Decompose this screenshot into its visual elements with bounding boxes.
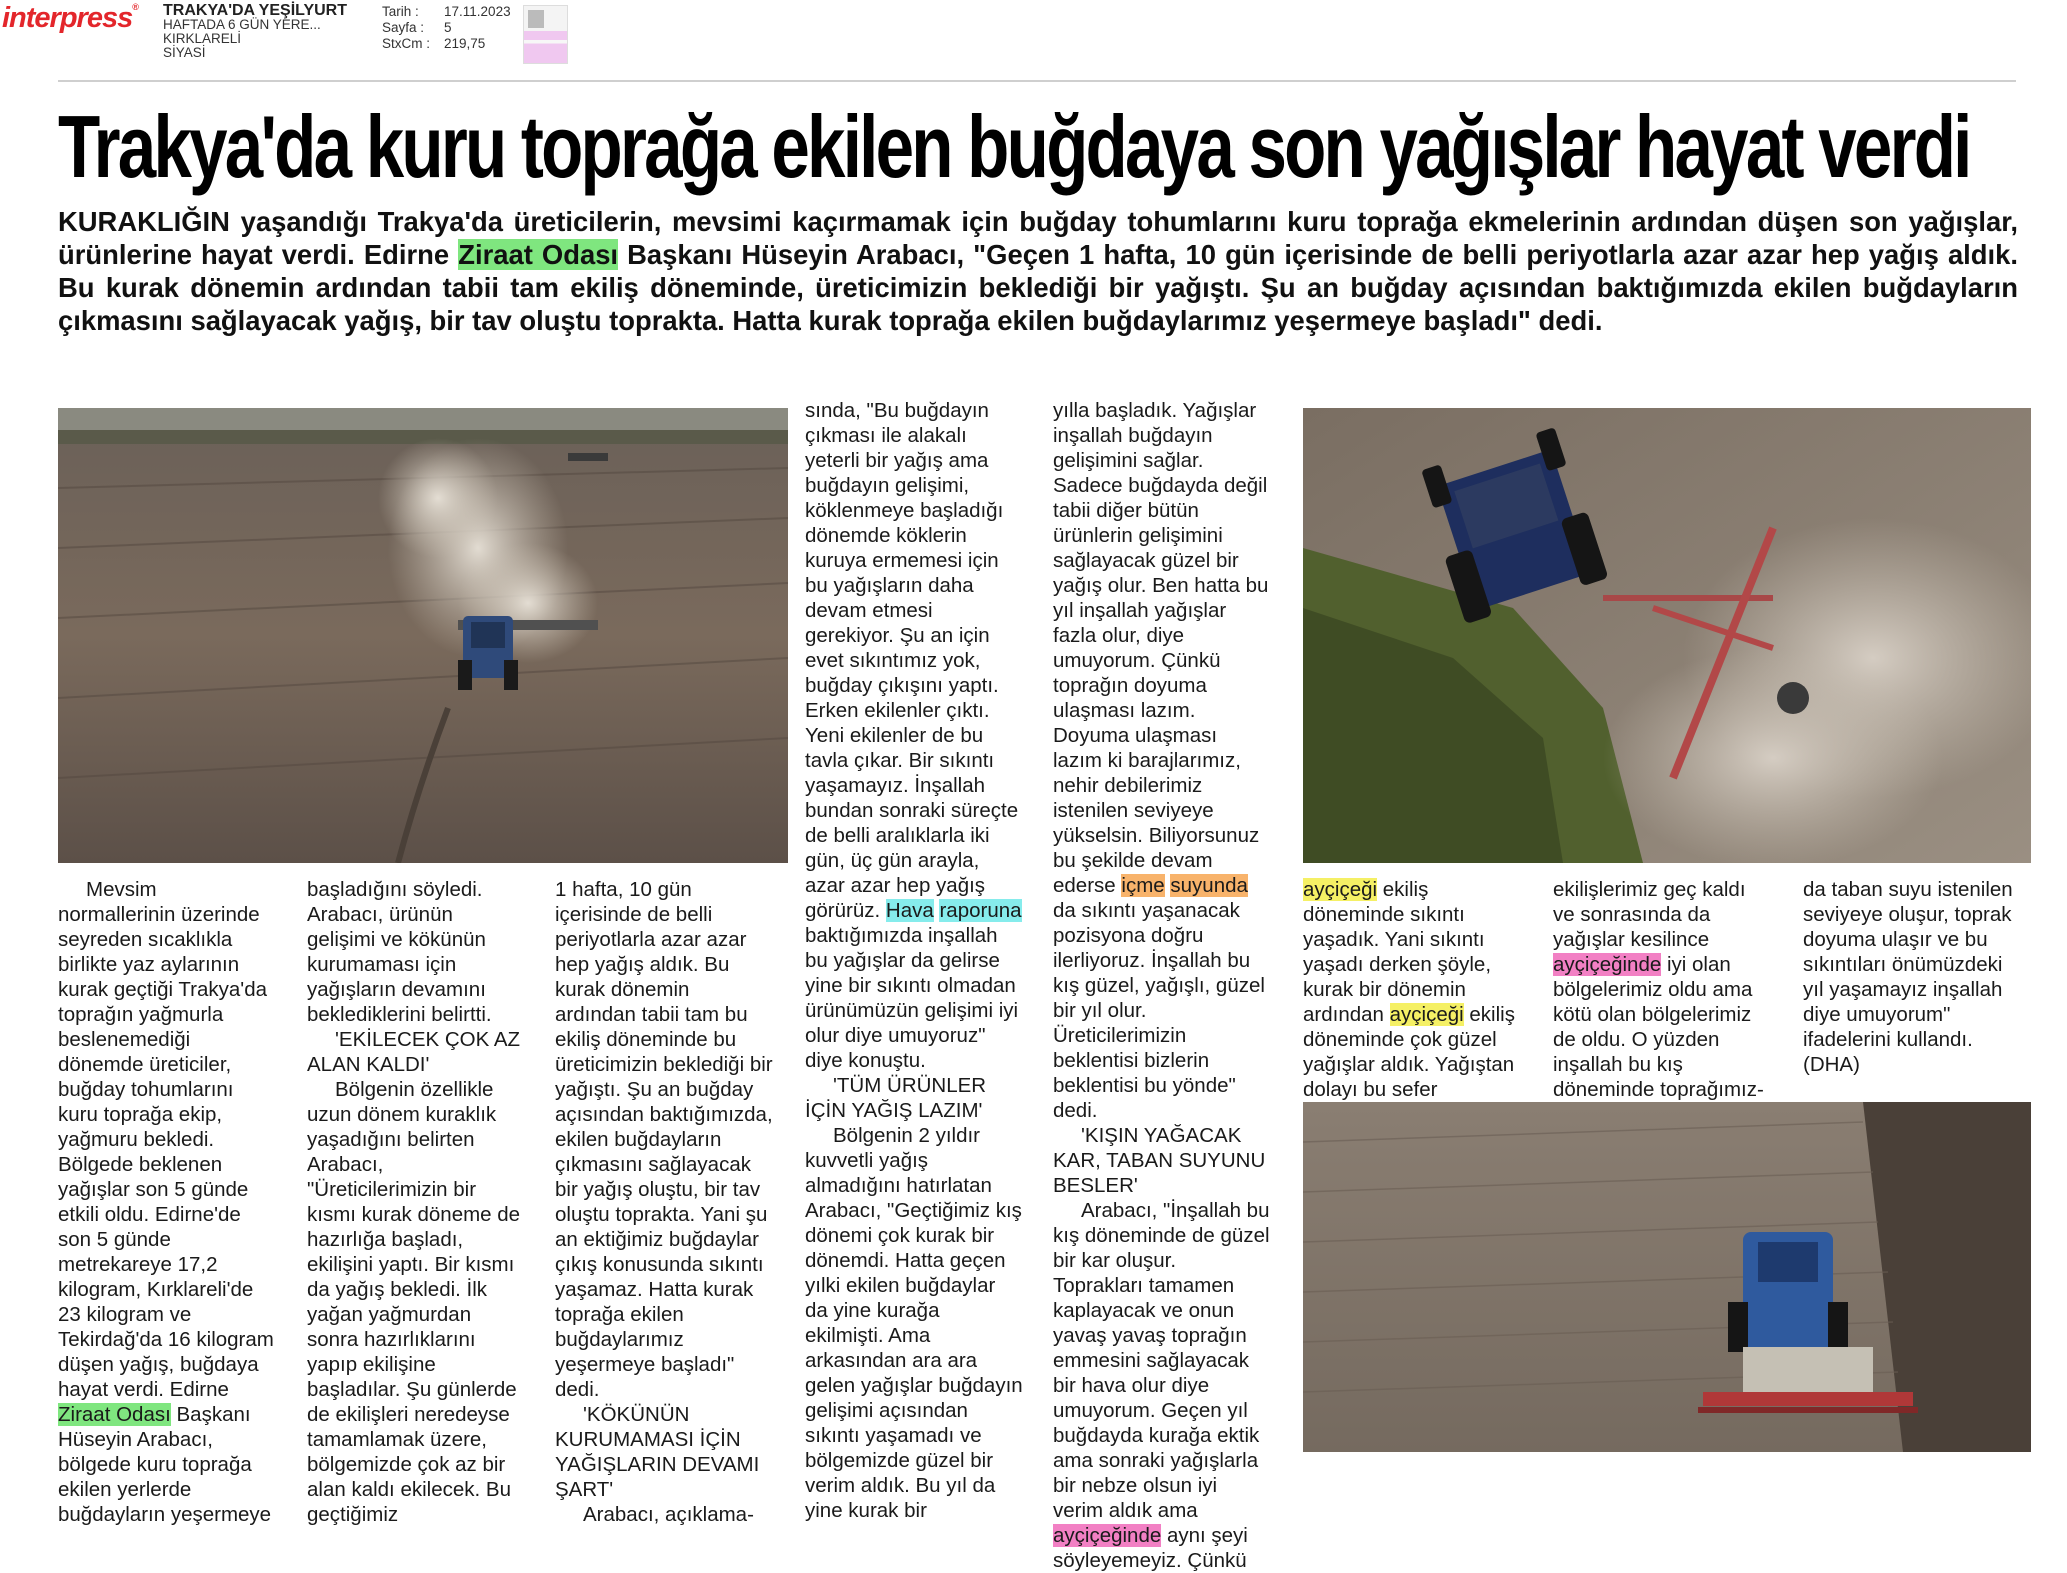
column-3-subheading: 'KÖKÜNÜN KURUMAMASI İÇİN YAĞIŞLARIN DEVAMI ŞART' bbox=[555, 1403, 760, 1501]
column-4-text-2: baktığımızda inşallah bu yağışlar da gelirse yine bir sıkıntı olmadan ürünümüzün gelişimi iyi olur diye umuyoruz" diye konuştu. bbox=[805, 924, 1019, 1072]
logo-text: interpress bbox=[2, 2, 133, 34]
stxcm-label: StxCm : bbox=[382, 36, 431, 51]
column-6-paragraph bbox=[1303, 877, 1521, 1102]
column-4-text: sında, "Bu buğdayın çıkması ile alakalı yeterli bir yağış ama buğdayın gelişimi, köklenmeye başladığı dönemde köklerin kuruya ermemesi için bu yağışların daha devam etmesi gerekiyor. Şu an için evet sıkıntımız yok, buğday çıkışını yaptı. Erken ekilenler çıktı. Yeni ekilenler de bu tavla çıkar. Bir sıkıntı yaşamayız. İnşallah bundan sonraki süreçte de belli aralıklarla iki gün, üç gün arayla, azar azar hep yağış görürüz. bbox=[805, 399, 1019, 922]
publication-section: SİYASİ bbox=[163, 45, 206, 60]
article-column-2 bbox=[307, 877, 525, 1527]
interpress-logo: interpress® bbox=[2, 2, 138, 34]
article-column-6 bbox=[1303, 877, 1521, 1102]
column-3-paragraph-2: Arabacı, açıklama- bbox=[583, 1503, 754, 1526]
article-column-7 bbox=[1553, 877, 1771, 1102]
article-column-3 bbox=[555, 877, 773, 1527]
tractor-harrow-photo bbox=[1303, 408, 2031, 863]
column-4-paragraph-1 bbox=[805, 398, 1023, 1073]
column-4-subheading: 'TÜM ÜRÜNLER İÇİN YAĞIŞ LAZIM' bbox=[805, 1074, 987, 1122]
column-5-subheading: 'KIŞIN YAĞACAK KAR, TABAN SUYUNU BESLER' bbox=[1053, 1124, 1266, 1197]
column-7-paragraph bbox=[1553, 877, 1771, 1102]
tractor-seeder-photo bbox=[1303, 1102, 2031, 1452]
column-1-paragraph bbox=[58, 877, 276, 1527]
column-4-highlight-2: raporuna bbox=[939, 899, 1022, 922]
column-4-highlight-1: Hava bbox=[885, 899, 934, 922]
column-2-paragraph-1: başladığını söyledi. Arabacı, ürünün gelişimi ve kökünün kurumaması için yağışların devamını beklediklerini belirtti. bbox=[307, 878, 492, 1026]
column-8-paragraph: da taban suyu istenilen seviyeye oluşur, toprak doyuma ulaşır ve bu sıkıntıları önümüzdeki yıl yaşamayız inşallah diye umuyorum" ifadelerini kullandı. (DHA) bbox=[1803, 878, 2013, 1076]
article-column-4 bbox=[805, 398, 1023, 1523]
column-2-paragraph-2: Bölgenin özellikle uzun dönem kuraklık yaşadığını belirten Arabacı, "Üreticilerimizin bir kısmı kurak döneme de hazırlığa başladı, ekilişini yaptı. Bir kısmı da yağış bekledi. İlk yağan yağmurdan sonra hazırlıklarını yapıp ekilişine başladılar. Şu günlerde de ekilişleri neredeyse tamamlamak üzere, bölgemizde çok az bir alan kaldı ekilecek. Bu geçtiğimiz bbox=[307, 1078, 521, 1526]
article-column-8 bbox=[1803, 877, 2021, 1077]
article-column-1 bbox=[58, 877, 276, 1527]
header-divider bbox=[58, 80, 2016, 82]
column-2-subheading: 'EKİLECEK ÇOK AZ ALAN KALDI' bbox=[307, 1028, 521, 1076]
date-label: Tarih : bbox=[382, 4, 419, 19]
date-value: 17.11.2023 bbox=[444, 4, 511, 19]
publication-info bbox=[163, 4, 347, 60]
lead-text-2: Başkanı Hüseyin Arabacı, "Geçen 1 hafta, 10 gün içerisinde de belli periyotlarla azar azar hep yağış aldık. Bu kurak dönemin ardından tabii tam ekiliş döneminde, üreticimizin beklediği bir yağıştı. Şu an buğday açısından baktığımızda ekilen buğdayların çıkmasını sağlayacak yağış, bir tav oluştu toprakta. Hatta kurak toprağa ekilen buğdaylarımız yeşermeye başladı" dedi. bbox=[58, 239, 2018, 336]
column-5-highlight-3: ayçiçeğinde bbox=[1053, 1524, 1162, 1547]
column-7-text-2: iyi olan bölgelerimiz oldu ama kötü olan bölgelerimiz de oldu. O yüzden inşallah bu kış döneminde toprağımız- bbox=[1553, 953, 1764, 1101]
column-4-paragraph-2: Bölgenin 2 yıldır kuvvetli yağış almadığını hatırlatan Arabacı, "Geçtiğimiz kış dönemi çok kurak bir dönemdi. Hatta geçen yılki ekilen buğdaylar da yine kurağa ekilmişti. Ama arkasından ara ara gelen yağışlar buğdayın gelişimi açısından sıkıntı yaşamadı ve bölgemizde güzel bir verim aldık. Bu yıl da yine kurak bir bbox=[805, 1124, 1023, 1522]
column-6-text-2: ekiliş döneminde çok güzel yağışlar aldık. Yağıştan dolayı bu sefer bbox=[1303, 1003, 1515, 1101]
column-6-text: ekiliş döneminde sıkıntı yaşadık. Yani sıkıntı yaşadı derken şöyle, kurak bir dönemin ardından bbox=[1303, 878, 1492, 1026]
article-headline: Trakya'da kuru toprağa ekilen buğdaya son yağışlar hayat verdi bbox=[58, 97, 1970, 196]
column-5-text: yılla başladık. Yağışlar inşallah buğdayın gelişimini sağlar. Sadece buğdayda değil tabii diğer bütün ürünlerin gelişimini sağlayacak güzel bir yağış olur. Ben hatta bu yıl inşallah yağışlar fazla olur, diye umuyorum. Çünkü toprağın doyuma ulaşması lazım. Doyuma ulaşması lazım ki barajlarımız, nehir debilerimiz istenilen seviyeye yükselsin. Biliyorsunuz bu şekilde devam ederse bbox=[1053, 399, 1269, 897]
column-6-highlight-1: ayçiçeği bbox=[1303, 878, 1378, 901]
column-7-highlight: ayçiçeğinde bbox=[1553, 953, 1662, 976]
column-3-paragraph-1: 1 hafta, 10 gün içerisinde de belli periyotlarla azar azar hep yağış aldık. Bu kurak dönemin ardından tabii tam bu ekiliş döneminde bu üreticimizin beklediği bir yağıştı. Şu an buğday açısından baktığımızda, ekilen buğdayların çıkmasını sağlayacak bir yağış oluştu, bir tav oluştu toprakta. Yani şu an ektiğimiz buğdaylar çıkış konusunda sıkıntı yaşamaz. Hatta kurak toprağa ekilen buğdaylarımız yeşermeye başladı" dedi. bbox=[555, 878, 773, 1401]
publication-name: TRAKYA'DA YEŞİLYURT bbox=[163, 2, 347, 19]
column-5-text-3: Arabacı, "İnşallah bu kış döneminde de güzel bir kar oluşur. Toprakları tamamen kaplayacak ve onun yavaş yavaş toprağın emmesini sağlayacak bir hava olur diye umuyorum. Geçen yıl buğdayda kurağa ektik ama sonraki yağışlarla bir nebze olsun iyi verim aldık ama bbox=[1053, 1199, 1270, 1522]
column-5-paragraph-2 bbox=[1053, 1198, 1271, 1573]
lead-text: KURAKLIĞIN yaşandığı Trakya'da üreticilerin, mevsimi kaçırmamak için buğday tohumlarını kuru toprağa ekmelerinin ardından düşen son yağışlar, ürünlerine hayat verdi. Edirne bbox=[58, 206, 2018, 270]
clip-meta bbox=[382, 4, 525, 52]
column-5-paragraph-1 bbox=[1053, 398, 1271, 1123]
publication-frequency: HAFTADA 6 GÜN YERE... bbox=[163, 17, 321, 32]
column-1-highlight: Ziraat Odası bbox=[58, 1403, 171, 1426]
publication-city: KIRKLARELİ bbox=[163, 31, 242, 46]
article-column-5 bbox=[1053, 398, 1271, 1573]
tractor-field-photo bbox=[58, 408, 788, 863]
column-5-highlight-2: suyunda bbox=[1170, 874, 1248, 897]
column-1-text: Mevsim normallerinin üzerinde seyreden sıcaklıkla birlikte yaz aylarının kurak geçtiği Trakya'da toprağın yağmurla beslenemediği dönemde üreticiler, buğday tohumlarını kuru toprağa ekip, yağmuru bekledi. Bölgede beklenen yağışlar son 5 günde etkili oldu. Edirne'de son 5 günde metrekareye 17,2 kilogram, Kırklareli'de 23 kilogram ve Tekirdağ'da 16 kilogram düşen yağış, buğdaya hayat verdi. Edirne bbox=[58, 878, 274, 1401]
column-7-text: ekilişlerimiz geç kaldı ve sonrasında da yağışlar kesilince bbox=[1553, 878, 1746, 951]
page-value: 5 bbox=[444, 20, 452, 35]
column-1-text-2: Başkanı Hüseyin Arabacı, bölgede kuru toprağa ekilen yerlerde buğdayların yeşermeye bbox=[58, 1403, 272, 1526]
column-6-highlight-2: ayçiçeği bbox=[1389, 1003, 1464, 1026]
stxcm-value: 219,75 bbox=[444, 36, 486, 51]
page-label: Sayfa : bbox=[382, 20, 425, 35]
article-lead bbox=[58, 205, 2018, 337]
column-5-text-2: da sıkıntı yaşanacak pozisyona doğru ilerliyoruz. İnşallah bu kış güzel, yağışlı, güzel bir yıl olur. Üreticilerimizin beklentisi bizlerin beklentisi bu yönde" dedi. bbox=[1053, 899, 1265, 1122]
page-thumbnail bbox=[523, 5, 568, 64]
lead-highlight: Ziraat Odası bbox=[458, 239, 619, 270]
column-5-text-4: aynı şeyi söyleyemeyiz. Çünkü bbox=[1053, 1524, 1248, 1572]
column-5-highlight-1: içme bbox=[1121, 874, 1165, 897]
